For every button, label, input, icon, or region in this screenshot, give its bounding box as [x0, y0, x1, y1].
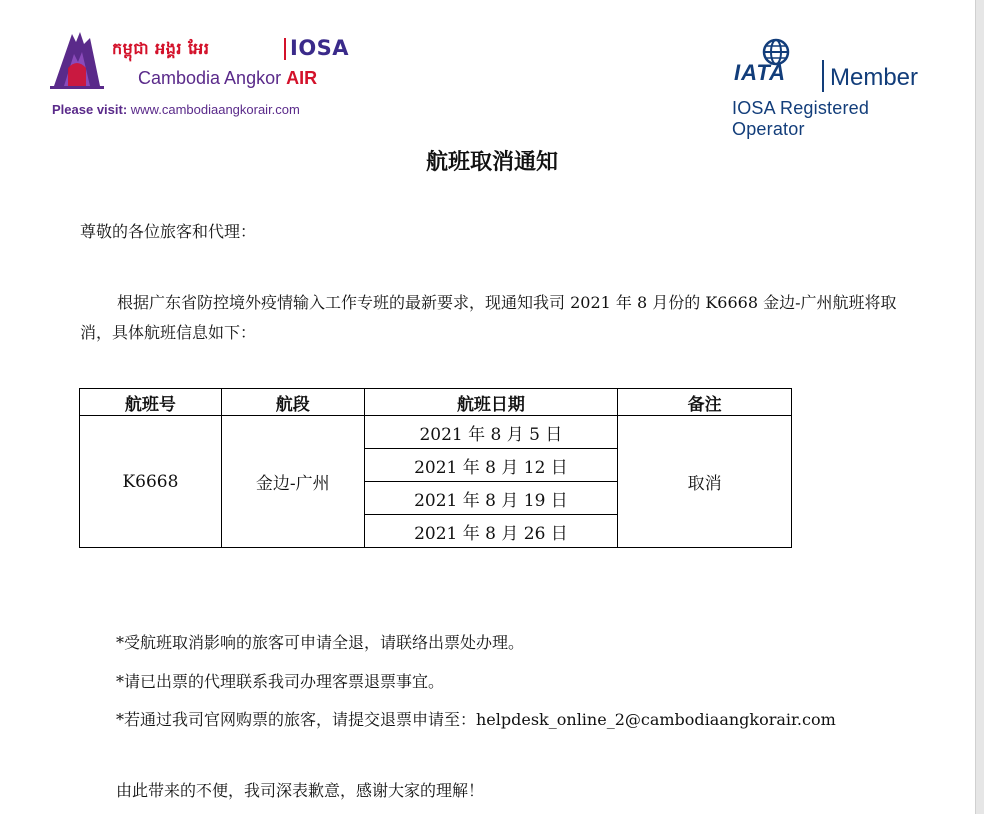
brand-name	[138, 68, 317, 89]
flight-no-cell: K6668	[80, 416, 222, 548]
logo-divider	[284, 38, 286, 60]
header-flight-no: 航班号	[80, 389, 222, 416]
header-remark: 备注	[618, 389, 792, 416]
iata-wordmark: IATA	[734, 60, 787, 85]
closing-apology: 由此带来的不便，我司深表歉意，感谢大家的理解！	[116, 781, 485, 800]
cambodia-angkor-air-logo	[46, 28, 350, 123]
table-row	[80, 416, 792, 449]
date-cell: 2021 年 8 月 26 日	[364, 515, 618, 548]
greeting: 尊敬的各位旅客和代理：	[80, 222, 257, 241]
route-cell: 金边-广州	[221, 416, 364, 548]
viewer-scrollbar-gutter[interactable]	[975, 0, 984, 814]
note-full-refund: *受航班取消影响的旅客可申请全退，请联络出票处办理。	[116, 633, 525, 652]
brand-name-text: Cambodia Angkor	[138, 68, 282, 88]
member-label: Member	[830, 64, 919, 91]
note-online-refund: *若通过我司官网购票的旅客，请提交退票申请至：helpdesk_online_2@cambodiaangkorair.com	[116, 710, 836, 729]
date-cell: 2021 年 8 月 12 日	[364, 449, 618, 482]
member-divider	[822, 60, 824, 92]
iosa-label: IOSA	[290, 36, 350, 60]
angkor-temple-icon	[46, 28, 108, 90]
khmer-airline-name: កម្ពុជា អង្គរ អែរ	[112, 39, 210, 58]
date-cell: 2021 年 8 月 19 日	[364, 482, 618, 515]
date-cell: 2021 年 8 月 5 日	[364, 416, 618, 449]
iosa-registered-label: IOSA Registered Operator	[732, 98, 870, 139]
note-agent-refund: *请已出票的代理联系我司办理客票退票事宜。	[116, 672, 445, 691]
notice-title: 航班取消通知	[425, 150, 558, 175]
header-date: 航班日期	[364, 389, 618, 416]
website-line	[52, 102, 300, 117]
table-header-row	[80, 389, 792, 416]
iata-member-logo	[732, 38, 922, 139]
visit-label: Please visit:	[52, 102, 128, 117]
header-route: 航段	[221, 389, 364, 416]
flight-table	[79, 388, 792, 548]
notice-paragraph: 根据广东省防控境外疫情输入工作专班的最新要求，现通知我司 2021 年 8 月份的 K6668 金边-广州航班将取消，具体航班信息如下：	[80, 293, 897, 342]
website-url[interactable]: www.cambodiaangkorair.com	[130, 102, 300, 117]
remark-cell: 取消	[618, 416, 792, 548]
brand-air-text: AIR	[286, 68, 318, 88]
